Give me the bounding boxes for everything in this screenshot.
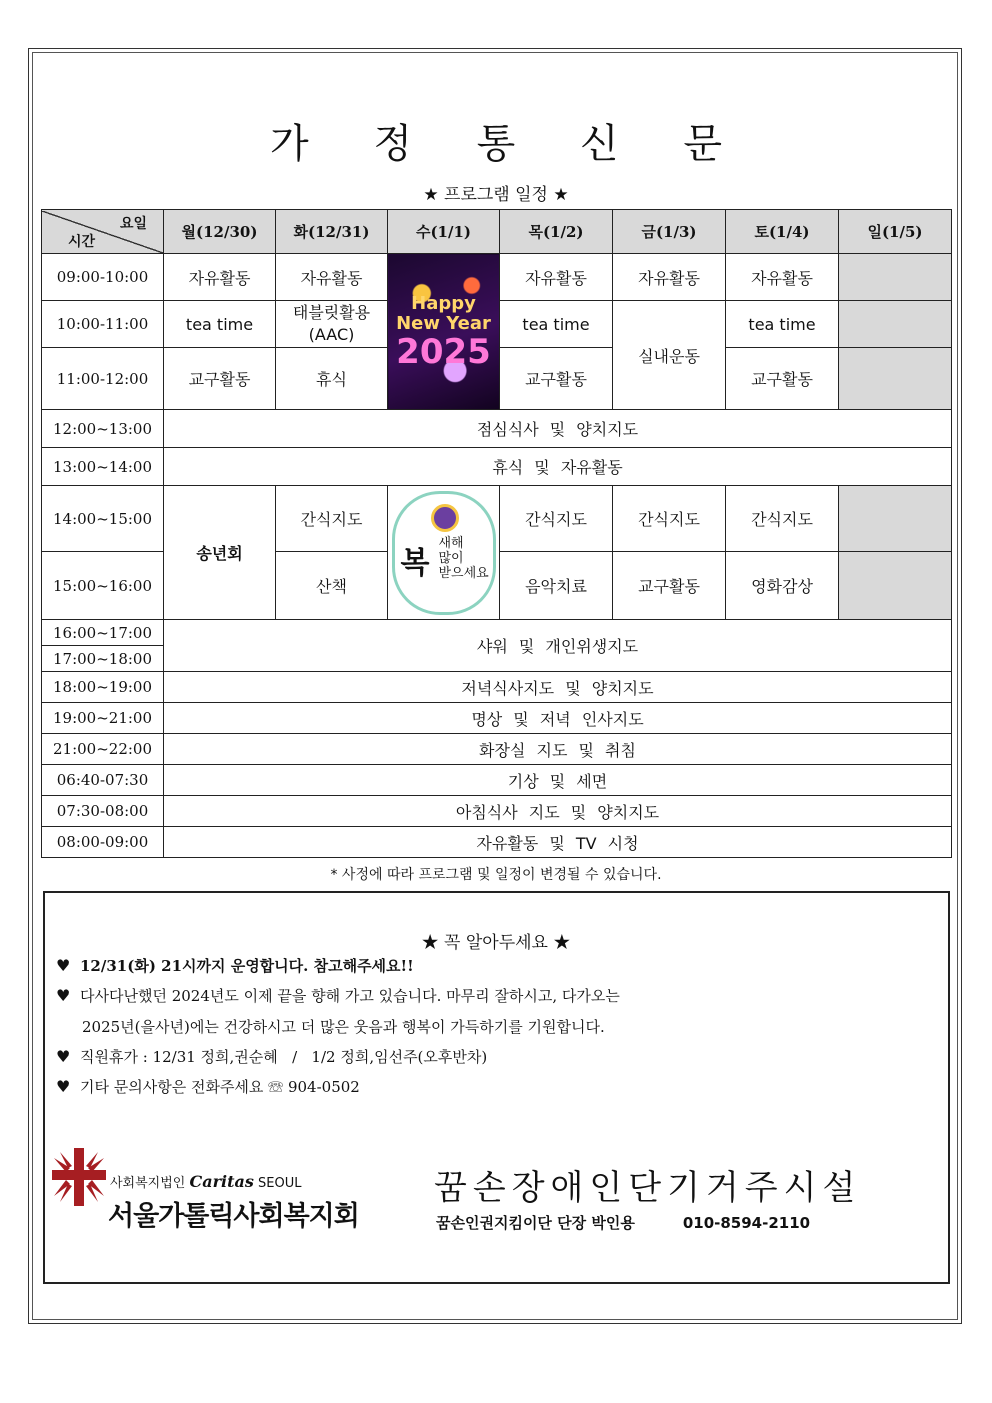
new-year-bok-image: [388, 486, 500, 620]
schedule-change-note: * 사정에 따라 프로그램 및 일정이 변경될 수 있습니다.: [330, 867, 662, 883]
logo-prefix: 사회복지법인: [110, 1176, 190, 1191]
schedule-subtitle: ★ 프로그램 일정 ★: [423, 185, 569, 205]
lucky-pouch-icon: [431, 504, 459, 532]
sunday-empty-cell: [839, 348, 952, 410]
time-cell: 10:00-11:00: [42, 301, 164, 348]
time-cell: 19:00~21:00: [42, 703, 164, 734]
day-header: 화(12/31): [276, 210, 388, 254]
new-year-text: New Year: [396, 312, 491, 334]
activity-cell: 간식지도: [613, 486, 726, 552]
notice-text: 12/31(화) 21시까지 운영합니다. 참고해주세요!!: [80, 957, 414, 975]
activity-cell: 간식지도: [500, 486, 613, 552]
table-row: [42, 827, 952, 858]
heart-bullet-icon: ♥: [56, 1077, 71, 1096]
facility-name: 꿈손장애인단기거주시설: [434, 1168, 862, 1208]
table-row: [42, 410, 952, 448]
merged-activity-cell: 기상 및 세면: [164, 765, 952, 796]
activity-cell: 간식지도: [726, 486, 839, 552]
day-header: 수(1/1): [388, 210, 500, 254]
activity-cell: tea time: [500, 301, 613, 348]
day-header: 금(1/3): [613, 210, 726, 254]
page-title: 가 정 통 신 문: [269, 121, 749, 167]
activity-cell: tea time: [164, 301, 276, 348]
activity-cell: 음악치료: [500, 552, 613, 620]
activity-cell: 자유활동: [164, 254, 276, 301]
merged-activity-cell: 휴식 및 자유활동: [164, 448, 952, 486]
notice-text: 다사다난했던 2024년도 이제 끝을 향해 가고 있습니다. 마무리 잘하시고, 다가오는: [80, 987, 620, 1005]
activity-cell: 자유활동: [500, 254, 613, 301]
time-cell: 17:00~18:00: [42, 646, 164, 672]
bok-image-frame: [392, 491, 496, 615]
heart-bullet-icon: ♥: [56, 1047, 71, 1066]
day-header: 월(12/30): [164, 210, 276, 254]
merged-activity-cell: 점심식사 및 양치지도: [164, 410, 952, 448]
activity-cell: 교구활동: [164, 348, 276, 410]
activity-cell: 휴식: [276, 348, 388, 410]
contact-line: [436, 1212, 810, 1233]
notice-line: [56, 955, 414, 976]
schedule-table: [41, 209, 952, 858]
corner-day-label: 요일: [119, 215, 147, 232]
caritas-cross-logo-icon: [52, 1148, 106, 1206]
notice-line-continued: 2025년(을사년)에는 건강하시고 더 많은 웃음과 행복이 가득하기를 기원합니다.: [82, 1018, 605, 1036]
heart-bullet-icon: ♥: [56, 986, 71, 1005]
time-cell: 12:00~13:00: [42, 410, 164, 448]
time-cell: 18:00~19:00: [42, 672, 164, 703]
activity-cell: tea time: [726, 301, 839, 348]
caritas-organization-name: 서울가톨릭사회복지회: [108, 1201, 359, 1232]
new-year-happy-text: Happy: [411, 292, 476, 314]
day-header: 토(1/4): [726, 210, 839, 254]
notice-line: [56, 1046, 487, 1067]
table-row: [42, 254, 952, 301]
day-header: 목(1/2): [500, 210, 613, 254]
corner-time-label: 시간: [68, 233, 96, 250]
sunday-empty-cell: [839, 486, 952, 552]
contact-person: 꿈손인권지킴이단 단장 박인용: [436, 1214, 635, 1232]
activity-cell: 자유활동: [613, 254, 726, 301]
activity-cell: 영화감상: [726, 552, 839, 620]
table-row: [42, 448, 952, 486]
day-header: 일(1/5): [839, 210, 952, 254]
notice-title: ★ 꼭 알아두세요 ★: [421, 933, 571, 953]
activity-cell: 간식지도: [276, 486, 388, 552]
sunday-empty-cell: [839, 552, 952, 620]
activity-cell: 교구활동: [726, 348, 839, 410]
corner-cell: [42, 210, 164, 254]
table-row: [42, 672, 952, 703]
table-row: [42, 734, 952, 765]
caritas-small-text: [110, 1172, 301, 1191]
logo-brand: Caritas: [189, 1172, 254, 1191]
header-row: [42, 210, 952, 254]
merged-activity-cell: 저녁식사지도 및 양치지도: [164, 672, 952, 703]
activity-cell: 교구활동: [613, 552, 726, 620]
merged-activity-cell: 아침식사 지도 및 양치지도: [164, 796, 952, 827]
activity-cell: 산책: [276, 552, 388, 620]
activity-cell: 자유활동: [276, 254, 388, 301]
merged-activity-cell: 자유활동 및 TV 시청: [164, 827, 952, 858]
happy-new-year-image: [388, 254, 500, 410]
time-cell: 11:00-12:00: [42, 348, 164, 410]
logo-suffix: SEOUL: [253, 1176, 302, 1191]
merged-activity-cell: 화장실 지도 및 취침: [164, 734, 952, 765]
time-cell: 08:00-09:00: [42, 827, 164, 858]
activity-cell: 교구활동: [500, 348, 613, 410]
table-row: [42, 796, 952, 827]
new-year-2025-text: 2025: [396, 331, 491, 372]
notice-text: 기타 문의사항은 전화주세요 ☏ 904-0502: [80, 1078, 360, 1096]
notice-text: 직원휴가 : 12/31 정희,권순혜 / 1/2 정희,임선주(오후반차): [80, 1048, 488, 1066]
activity-cell: 실내운동: [613, 301, 726, 410]
sunday-empty-cell: [839, 301, 952, 348]
bok-greeting-text: 새해 많이 받으세요: [438, 535, 489, 581]
notice-line: [56, 1076, 360, 1097]
time-cell: 07:30-08:00: [42, 796, 164, 827]
bok-character: 복: [400, 545, 430, 581]
table-row: [42, 486, 952, 552]
table-row: [42, 703, 952, 734]
merged-activity-cell: 명상 및 저녁 인사지도: [164, 703, 952, 734]
table-row: [42, 765, 952, 796]
time-cell: 06:40-07:30: [42, 765, 164, 796]
time-cell: 14:00~15:00: [42, 486, 164, 552]
activity-cell: 자유활동: [726, 254, 839, 301]
time-cell: 21:00~22:00: [42, 734, 164, 765]
heart-bullet-icon: ♥: [56, 956, 71, 975]
merged-activity-cell: 샤워 및 개인위생지도: [164, 620, 952, 672]
time-cell: 13:00~14:00: [42, 448, 164, 486]
notice-line: [56, 985, 620, 1006]
year-end-party-cell: 송년회: [164, 486, 276, 620]
sunday-empty-cell: [839, 254, 952, 301]
time-cell: 15:00~16:00: [42, 552, 164, 620]
time-cell: 09:00-10:00: [42, 254, 164, 301]
time-cell: 16:00~17:00: [42, 620, 164, 646]
activity-cell: 태블릿활용 (AAC): [276, 301, 388, 348]
table-row: [42, 620, 952, 646]
contact-phone: 010-8594-2110: [682, 1214, 811, 1232]
